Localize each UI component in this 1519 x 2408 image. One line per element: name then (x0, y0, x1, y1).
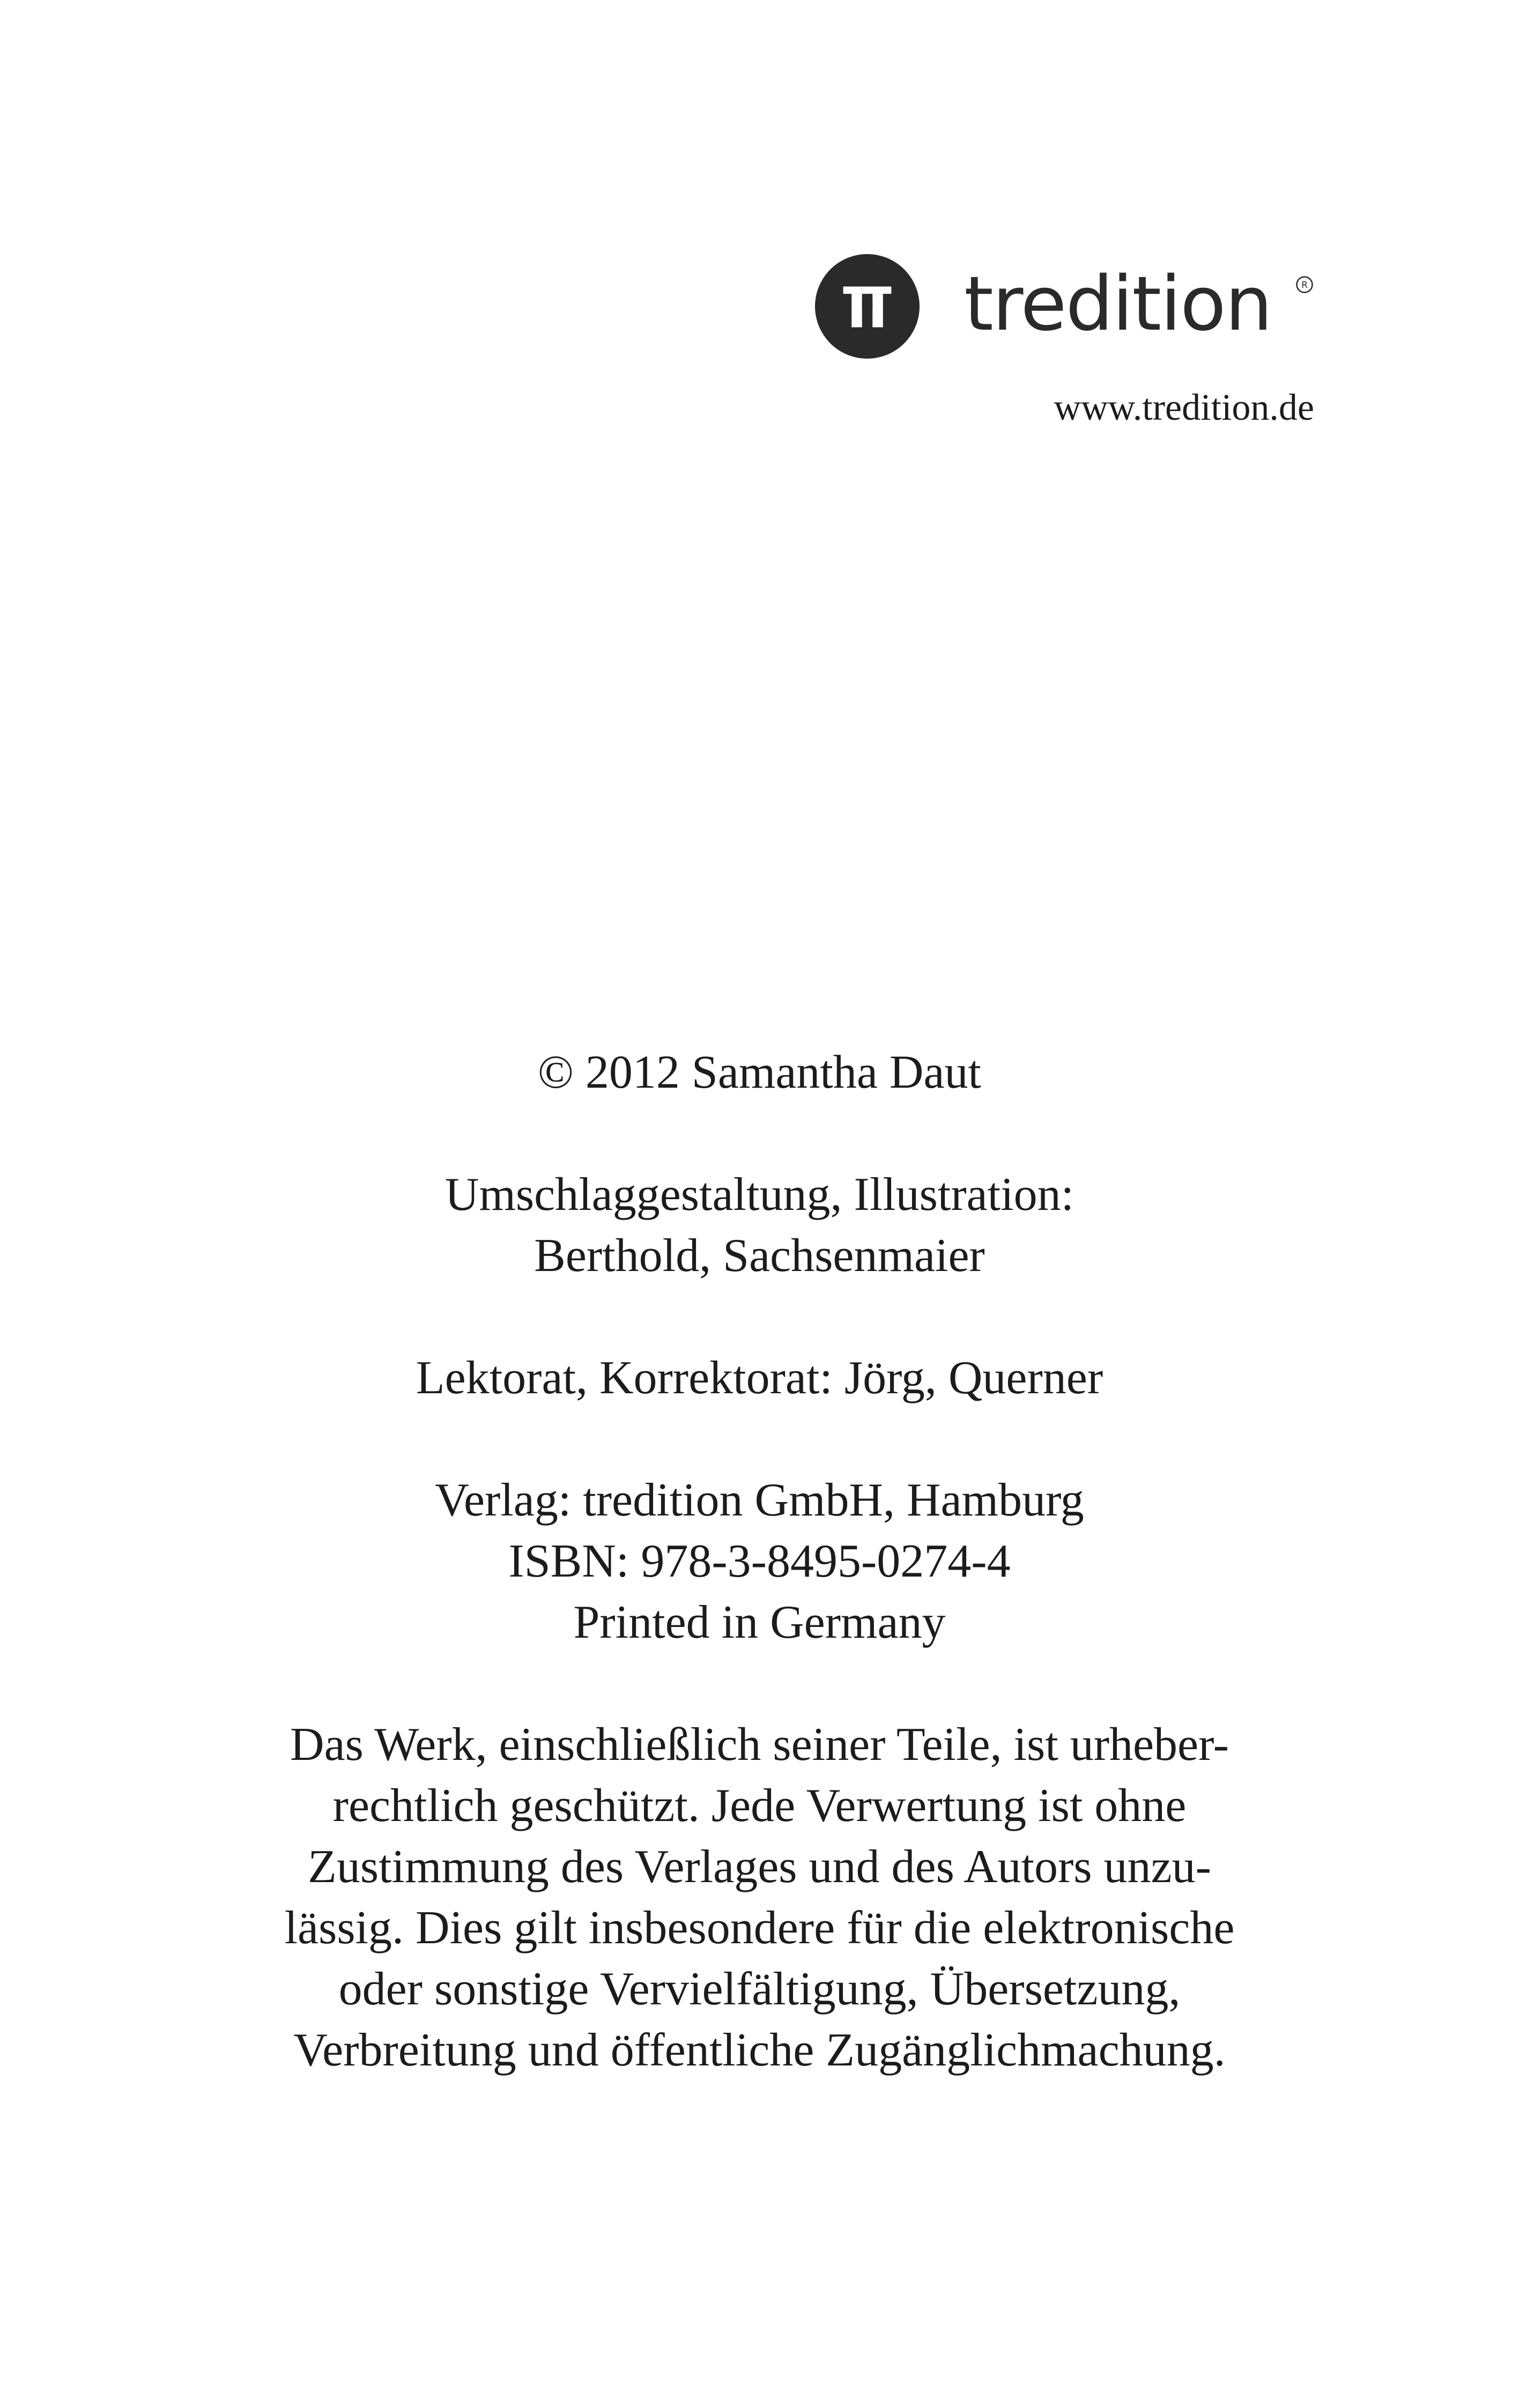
publisher-line: Verlag: tredition GmbH, Hamburg (435, 1474, 1084, 1526)
copyright-notice-line: oder sonstige Vervielfältigung, Übersetzung, (338, 1963, 1181, 2015)
cover-credit-names: Berthold, Sachsenmaier (534, 1230, 985, 1282)
publisher-logo (815, 251, 1330, 369)
copyright-notice-line: Das Werk, einschließlich seiner Teile, ist urheber- (290, 1719, 1229, 1771)
tredition-logo-icon (815, 254, 920, 359)
printed-in-line: Printed in Germany (573, 1596, 946, 1648)
cover-credit-label: Umschlaggestaltung, Illustration: (444, 1169, 1075, 1221)
copyright-line: © 2012 Samantha Daut (538, 1046, 981, 1098)
copyright-notice-line: rechtlich geschützt. Jede Verwertung ist ohne (332, 1780, 1187, 1832)
svg-text:R: R (1301, 280, 1308, 291)
copyright-notice-line: lässig. Dies gilt insbesondere für die elektronische (284, 1902, 1235, 1954)
copyright-notice-line: Verbreitung und öffentliche Zugänglichmachung. (293, 2024, 1226, 2076)
isbn-line: ISBN: 978-3-8495-0274-4 (508, 1535, 1011, 1587)
registered-trademark-icon (1295, 276, 1314, 294)
spacer (0, 1103, 1519, 1164)
spacer (0, 1409, 1519, 1470)
publisher-website: www.tredition.de (1054, 387, 1314, 428)
copyright-notice-line: Zustimmung des Verlages und des Autors unzu- (308, 1841, 1211, 1893)
spacer (0, 1653, 1519, 1714)
publisher-wordmark: tredition (964, 261, 1272, 348)
spacer (0, 1287, 1519, 1348)
editing-credit: Lektorat, Korrektorat: Jörg, Querner (416, 1352, 1103, 1404)
imprint-block (0, 1042, 1519, 2081)
